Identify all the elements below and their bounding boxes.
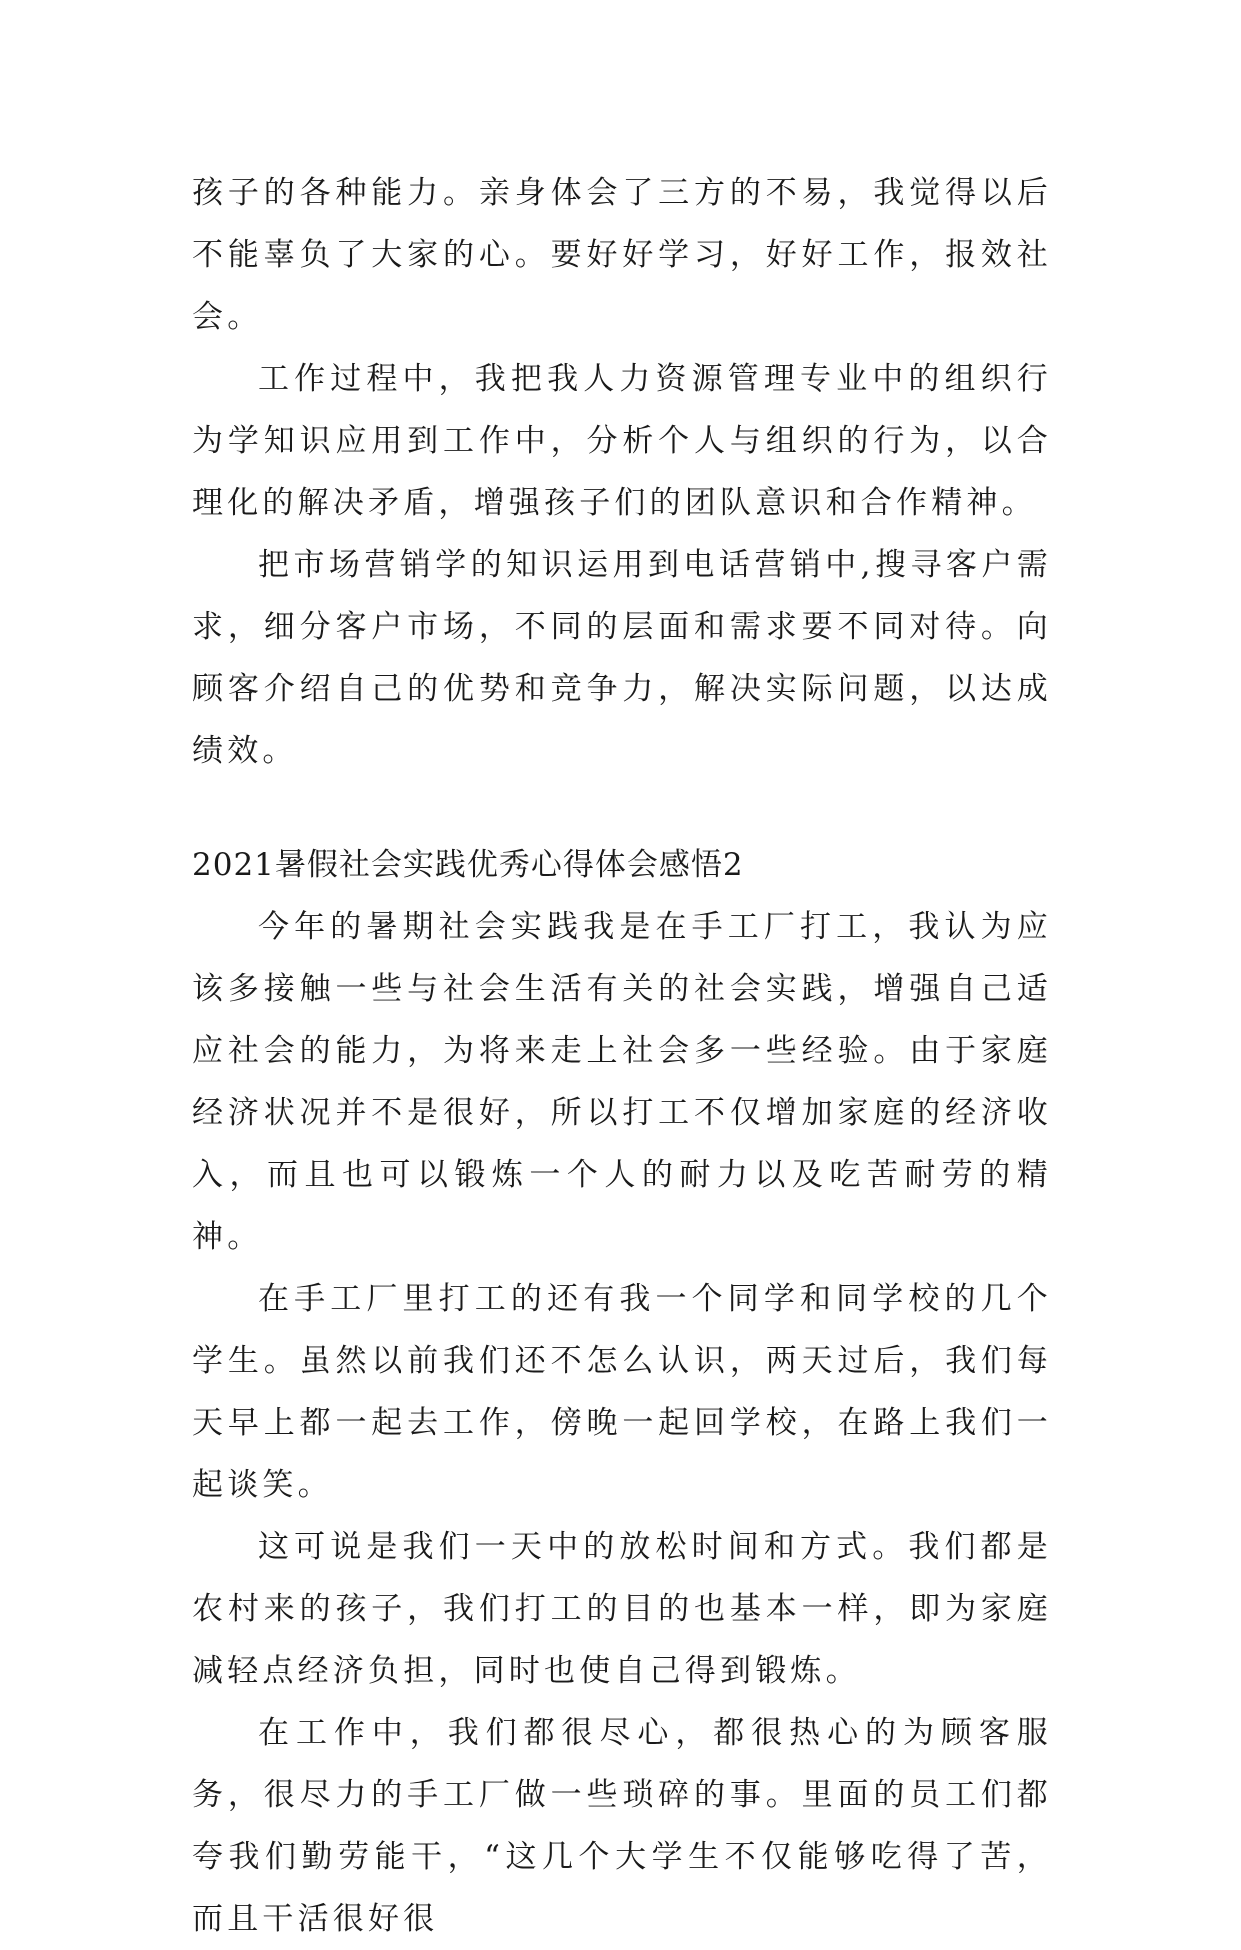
paragraph-1: 孩子的各种能力。亲身体会了三方的不易，我觉得以后不能辜负了大家的心。要好好学习，好好工作，报效社会。 bbox=[192, 175, 1052, 335]
paragraph-5: 在手工厂里打工的还有我一个同学和同学校的几个学生。虽然以前我们还不怎么认识，两天过后，我们每天早上都一起去工作，傍晚一起回学校，在路上我们一起谈笑。 bbox=[192, 1281, 1052, 1503]
document-page bbox=[192, 162, 1052, 1950]
paragraph-7: 在工作中，我们都很尽心，都很热心的为顾客服务，很尽力的手工厂做一些琐碎的事。里面的员工们都夸我们勤劳能干，“这几个大学生不仅能够吃得了苦，而且干活很好很 bbox=[192, 1715, 1052, 1937]
paragraph-4: 今年的暑期社会实践我是在手工厂打工，我认为应该多接触一些与社会生活有关的社会实践，增强自己适应社会的能力，为将来走上社会多一些经验。由于家庭经济状况并不是很好，所以打工不仅增加家庭的经济收入，而且也可以锻炼一个人的耐力以及吃苦耐劳的精神。 bbox=[192, 909, 1052, 1255]
paragraph-3: 把市场营销学的知识运用到电话营销中,搜寻客户需求，细分客户市场，不同的层面和需求要不同对待。向顾客介绍自己的优势和竞争力，解决实际问题，以达成绩效。 bbox=[192, 547, 1052, 769]
paragraph-6: 这可说是我们一天中的放松时间和方式。我们都是农村来的孩子，我们打工的目的也基本一样，即为家庭减轻点经济负担，同时也使自己得到锻炼。 bbox=[192, 1529, 1052, 1689]
paragraph-2: 工作过程中，我把我人力资源管理专业中的组织行为学知识应用到工作中，分析个人与组织的行为，以合理化的解决矛盾，增强孩子们的团队意识和合作精神。 bbox=[192, 361, 1052, 521]
section-title: 2021暑假社会实践优秀心得体会感悟2 bbox=[192, 847, 744, 883]
